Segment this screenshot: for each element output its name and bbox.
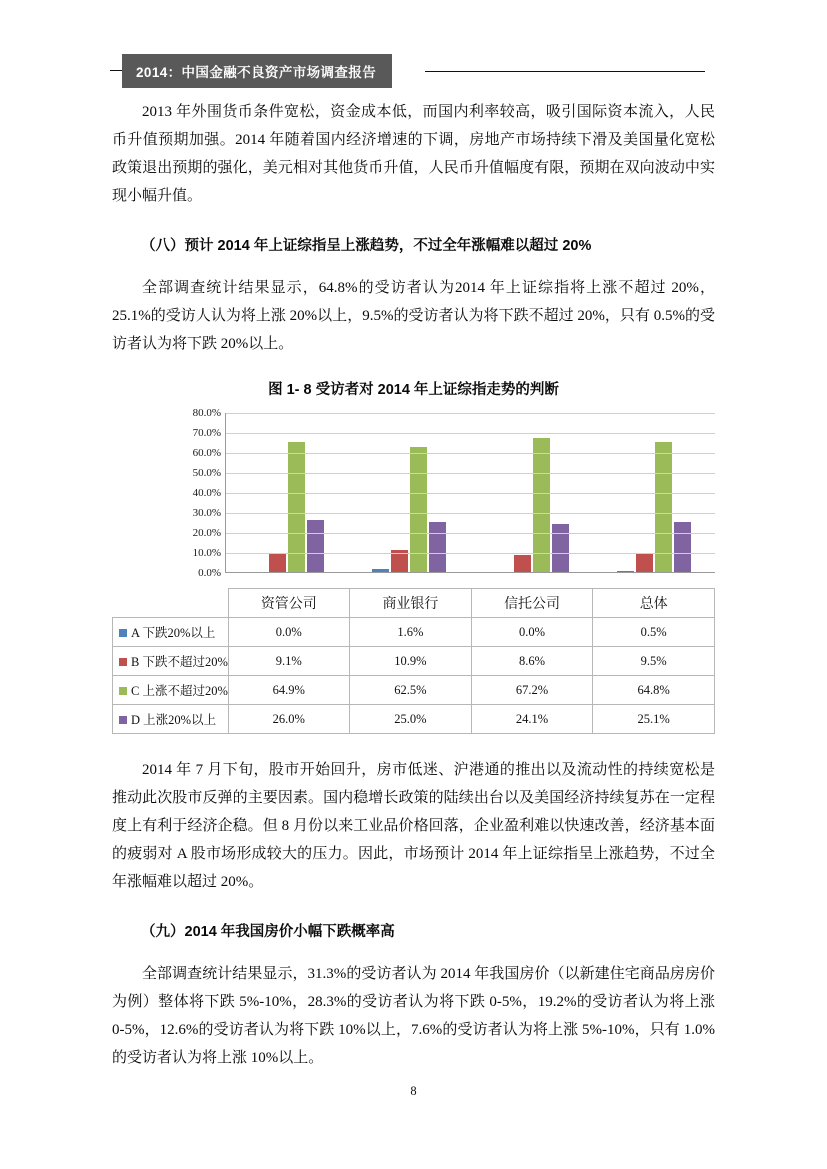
legend-swatch-icon: [119, 629, 127, 637]
chart-bar: [307, 520, 324, 572]
section-heading-eight: （八）预计 2014 年上证综指呈上涨趋势，不过全年涨幅难以超过 20%: [141, 238, 592, 254]
table-column-header: 信托公司: [471, 589, 593, 618]
y-axis-tick-label: 80.0%: [192, 407, 221, 419]
running-header: [0, 54, 827, 88]
spacer: [112, 946, 715, 960]
legend-label: A 下跌20%以上: [131, 626, 216, 640]
legend-swatch-icon: [119, 716, 127, 724]
chart-bar: [552, 524, 569, 572]
legend-label: C 上涨不超过20%: [131, 684, 228, 698]
table-column-header: 总体: [593, 589, 715, 618]
table-cell-value: 0.0%: [228, 618, 350, 647]
table-cell-value: 0.5%: [593, 618, 715, 647]
chart-bar: [636, 553, 653, 572]
table-cell-value: 64.8%: [593, 676, 715, 705]
y-axis-tick-label: 40.0%: [192, 487, 221, 499]
chart-bar: [674, 522, 691, 572]
paragraph-housing-price-results: 全部调查统计结果显示，31.3%的受访者认为 2014 年我国房价（以新建住宅商品房房价为例）整体将下跌 5%-10%，28.3%的受访者认为将下跌 0-5%，19.2%的受访者认为将上涨 0-5%，12.6%的受访者认为将下跌 10%以上，7.6%的受访者认为将上涨 5%-10%，只有 1.0%的受访者认为将上涨 10%以上。: [112, 966, 715, 1066]
chart-plot-wrapper: [192, 407, 715, 588]
chart-gridline: [226, 513, 715, 514]
chart-bar: [372, 569, 389, 572]
document-body: [112, 98, 715, 1072]
chart-plot: [225, 413, 715, 573]
table-corner-cell: [113, 589, 229, 618]
chart-legend-item: [113, 647, 229, 676]
chart-gridline: [226, 473, 715, 474]
y-axis-tick-label: 10.0%: [192, 547, 221, 559]
chart-area: [112, 407, 715, 734]
chart-bar: [514, 555, 531, 572]
chart-bar: [269, 554, 286, 572]
y-axis-tick-label: 50.0%: [192, 467, 221, 479]
table-header-row: [113, 589, 715, 618]
header-left-tick: [110, 70, 122, 71]
chart-gridline: [226, 553, 715, 554]
table-cell-value: 25.0%: [350, 705, 472, 734]
chart-legend-item: [113, 618, 229, 647]
paragraph-market-analysis: 2014 年 7 月下旬，股市开始回升，房市低迷、沪港通的推出以及流动性的持续宽松是推动此次股市反弹的主要因素。国内稳增长政策的陆续出台以及美国经济持续复苏在一定程度上有利于经济企稳。但 8 月份以来工业品价格回落，企业盈利难以快速改善，经济基本面的疲弱对 A 股市场形成较大的压力。因此，市场预计 2014 年上证综指呈上涨趋势，不过全年涨幅难以超过 20%。: [112, 762, 715, 890]
y-axis-tick-label: 70.0%: [192, 427, 221, 439]
table-cell-value: 10.9%: [350, 647, 472, 676]
legend-label: D 上涨20%以上: [131, 713, 217, 727]
chart-gridline: [226, 433, 715, 434]
chart-bar: [429, 522, 446, 572]
section-heading-nine: （九）2014 年我国房价小幅下跌概率高: [141, 924, 395, 940]
table-column-header: 资管公司: [228, 589, 350, 618]
chart-legend-item: [113, 705, 229, 734]
figure-caption: 图 1- 8 受访者对 2014 年上证综指走势的判断: [268, 382, 559, 398]
y-axis-tick-labels: [177, 407, 223, 579]
chart-bar: [533, 438, 550, 572]
legend-label: B 下跌不超过20%: [131, 655, 228, 669]
chart-gridline: [226, 413, 715, 414]
legend-swatch-icon: [119, 687, 127, 695]
table-cell-value: 26.0%: [228, 705, 350, 734]
table-cell-value: 67.2%: [471, 676, 593, 705]
paragraph-survey-index-results: 全部调查统计结果显示，64.8%的受访者认为2014 年上证综指将上涨不超过 20%，25.1%的受访人认为将上涨 20%以上，9.5%的受访者认为将下跌不超过 20%，只有 0.5%的受访者认为将下跌 20%以上。: [112, 280, 715, 352]
figure-1-8: [112, 378, 715, 734]
y-axis-tick-label: 0.0%: [198, 567, 221, 579]
chart-gridline: [226, 453, 715, 454]
chart-gridline: [226, 533, 715, 534]
chart-legend-item: [113, 676, 229, 705]
header-horizontal-rule: [425, 71, 705, 72]
legend-swatch-icon: [119, 658, 127, 666]
table-cell-value: 64.9%: [228, 676, 350, 705]
page-number: 8: [410, 1084, 417, 1098]
table-row: [113, 705, 715, 734]
header-banner-title: 2014：中国金融不良资产市场调查报告: [122, 54, 392, 88]
table-cell-value: 62.5%: [350, 676, 472, 705]
table-cell-value: 25.1%: [593, 705, 715, 734]
table-cell-value: 8.6%: [471, 647, 593, 676]
chart-bar: [617, 571, 634, 572]
table-column-header: 商业银行: [350, 589, 472, 618]
spacer: [112, 734, 715, 756]
spacer: [112, 260, 715, 274]
paragraph-currency-outlook: 2013 年外围货币条件宽松，资金成本低，而国内利率较高，吸引国际资本流入，人民币升值预期加强。2014 年随着国内经济增速的下调，房地产市场持续下滑及美国量化宽松政策退出预期的强化，美元相对其他货币升值，人民币升值幅度有限，预期在双向波动中实现小幅升值。: [112, 104, 715, 204]
table-row: [113, 647, 715, 676]
chart-data-table: [112, 588, 715, 734]
table-cell-value: 1.6%: [350, 618, 472, 647]
table-cell-value: 9.1%: [228, 647, 350, 676]
y-axis-tick-label: 20.0%: [192, 527, 221, 539]
table-row: [113, 618, 715, 647]
table-cell-value: 24.1%: [471, 705, 593, 734]
table-cell-value: 9.5%: [593, 647, 715, 676]
table-cell-value: 0.0%: [471, 618, 593, 647]
table-row: [113, 676, 715, 705]
y-axis-tick-label: 60.0%: [192, 447, 221, 459]
y-axis-tick-label: 30.0%: [192, 507, 221, 519]
chart-gridline: [226, 493, 715, 494]
